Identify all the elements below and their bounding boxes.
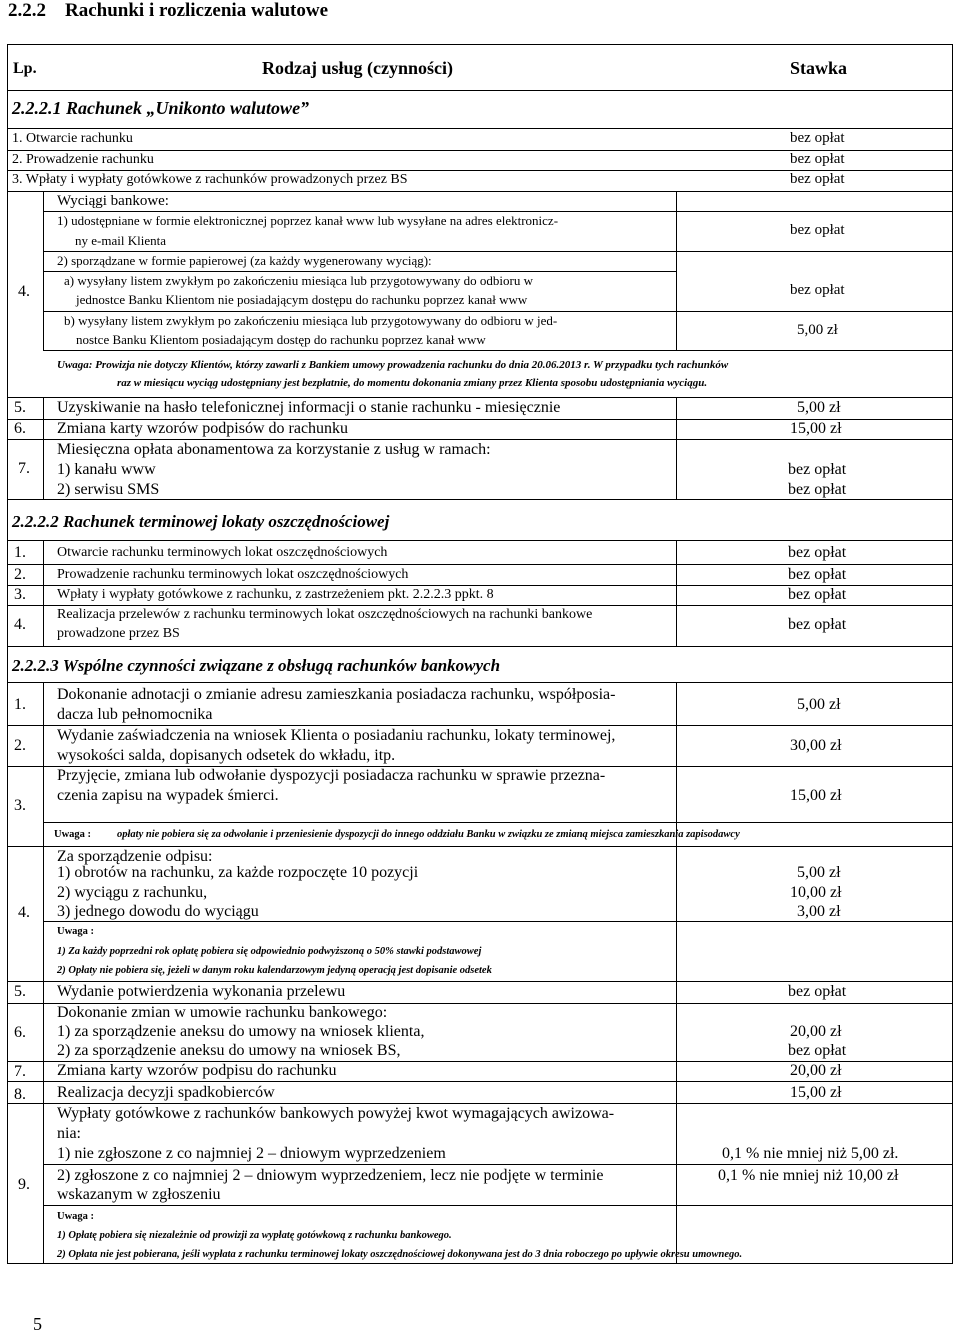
header-lp: Lp. (13, 60, 37, 77)
rate-phone-info: 5,00 zł (797, 399, 841, 416)
rate-certificate: 30,00 zł (790, 737, 842, 754)
rate-statements-paper-a: bez opłat (790, 282, 845, 298)
copies-note-1: 1) Za każdy poprzedni rok opłatę pobiera się odpowiednio podwyższoną o 50% stawki podstawowej (57, 946, 482, 957)
death-disposition-note-label: Uwaga : (54, 829, 92, 840)
s3-row8-num: 8. (14, 1086, 26, 1103)
s3-row1-num: 1. (14, 696, 26, 713)
rate-subscription-sms: bez opłat (788, 481, 847, 498)
row6-num: 6. (14, 420, 26, 437)
table-rule (7, 128, 953, 129)
table-rule (676, 682, 677, 1264)
death-disposition-note: opłaty nie pobiera się za odwołanie i przeniesienie dyspozycji do innego oddziału Banku w związku ze zmianą miejsca zamieszkania zapisodawcy (117, 829, 740, 840)
statements-electronic: 1) udostępniane w formie elektronicznej poprzez kanał www lub wysyłane na adres elektronicz- (57, 213, 559, 228)
header-rate: Stawka (790, 58, 848, 78)
withdrawals-head-2: nia: (57, 1125, 81, 1142)
statements-paper-a: a) wysyłany listem zwykłym po zakończeniu miesiąca lub przygotowywany do odbioru w (64, 273, 533, 288)
copies-head: Za sporządzenie odpisu: (57, 848, 213, 865)
table-rule (7, 605, 953, 606)
statements-paper: 2) sporządzane w formie papierowej (za każdy wygenerowany wyciąg): (57, 253, 432, 268)
page-number: 5 (33, 1314, 42, 1334)
table-rule (7, 646, 953, 647)
withdrawals-not-collected: 2) zgłoszone z co najmniej 2 – dniowym wyprzedzeniem, lecz nie podjęte w terminie (57, 1167, 604, 1184)
copies-note-2: 2) Opłaty nie pobiera się, jeżeli w danym roku kalendarzowym jedyną operacją jest dopisanie odsetek (57, 965, 492, 976)
row-maintain-term: Prowadzenie rachunku terminowych lokat oszczędnościowych (57, 567, 409, 582)
table-rule (43, 1164, 953, 1165)
table-rule (43, 397, 44, 499)
rate-open-term: bez opłat (788, 544, 847, 561)
table-rule (43, 271, 677, 272)
row7-num: 7. (18, 460, 30, 477)
s2-row4-num: 4. (14, 616, 26, 633)
rate-address-change: 5,00 zł (797, 696, 841, 713)
subsection-title-1: 2.2.2.1 Rachunek „Unikonto walutowe” (12, 98, 310, 118)
table-rule (43, 1205, 953, 1206)
table-rule (7, 540, 953, 541)
row4-num: 4. (18, 283, 30, 300)
rate-signature-card-change: 20,00 zł (790, 1062, 842, 1079)
subscription-sms: 2) serwisu SMS (57, 481, 160, 498)
s3-row9-num: 9. (18, 1176, 30, 1193)
statements-electronic-2: ny e-mail Klienta (75, 233, 166, 248)
row5-num: 5. (14, 399, 26, 416)
contract-changes-bank: 2) za sporządzenie aneksu do umowy na wniosek BS, (57, 1042, 401, 1059)
table-rule (43, 540, 44, 646)
table-rule (7, 682, 953, 683)
row-signature-card: Zmiana karty wzorów podpisów do rachunku (57, 420, 349, 437)
withdrawals-note-1: 1) Opłatę pobiera się niezależnie od prowizji za wypłatę gotówkową z rachunku bankowego. (57, 1230, 452, 1241)
s2-row3-num: 3. (14, 586, 26, 603)
rate-death-disposition: 15,00 zł (790, 787, 842, 804)
row-maintain-account: 2. Prowadzenie rachunku (12, 152, 154, 167)
rate-contract-changes-bank: bez opłat (788, 1042, 847, 1059)
s3-row4-num: 4. (18, 904, 30, 921)
rate-copies-proof: 3,00 zł (797, 903, 841, 920)
row-certificate: Wydanie zaświadczenia na wniosek Klienta o posiadaniu rachunku, lokaty terminowej, (57, 727, 616, 744)
table-rule (7, 499, 953, 500)
rate-open-account: bez opłat (790, 130, 845, 146)
table-rule (7, 439, 953, 440)
rate-heirs-decision: 15,00 zł (790, 1084, 842, 1101)
row-signature-card-change: Zmiana karty wzorów podpisu do rachunku (57, 1062, 337, 1079)
copies-statement: 2) wyciągu z rachunku, (57, 884, 208, 901)
subscription-head: Miesięczna opłata abonamentowa za korzystanie z usług w ramach: (57, 441, 491, 458)
table-rule (43, 211, 953, 212)
rate-signature-card: 15,00 zł (790, 420, 842, 437)
copies-proof: 3) jednego dowodu do wyciągu (57, 903, 259, 920)
subsection-title-3: 2.2.2.3 Wspólne czynności związane z obsługą rachunków bankowych (12, 656, 501, 675)
copies-note-label: Uwaga : (57, 926, 95, 937)
table-rule (676, 397, 677, 499)
s3-row7-num: 7. (14, 1063, 26, 1080)
s2-row1-num: 1. (14, 544, 26, 561)
row-transfers-term-2: prowadzone przez BS (57, 626, 180, 641)
rate-withdrawals-not-reported: 0,1 % nie mniej niż 5,00 zł. (722, 1145, 899, 1162)
s3-row6-num: 6. (14, 1024, 26, 1041)
table-rule (43, 251, 953, 252)
rate-statements-electronic: bez opłat (790, 222, 845, 238)
header-service: Rodzaj usług (czynności) (262, 58, 454, 78)
row-phone-info: Uzyskiwanie na hasło telefonicznej informacji o stanie rachunku - miesięcznie (57, 399, 561, 416)
table-rule (43, 822, 953, 823)
copies-turnover: 1) obrotów na rachunku, za każde rozpoczęte 10 pozycji (57, 864, 419, 881)
row-address-change: Dokonanie adnotacji o zmianie adresu zamieszkania posiadacza rachunku, współposia- (57, 686, 616, 703)
statements-note: Uwaga: Prowizja nie dotyczy Klientów, którzy zawarli z Bankiem umowy prowadzenia rachunku do dnia 20.06.2013 r. W przypadku tych rachunków (57, 359, 729, 371)
s3-row2-num: 2. (14, 737, 26, 754)
rate-transfer-confirmation: bez opłat (788, 983, 847, 1000)
rate-copies-turnover: 5,00 zł (797, 864, 841, 881)
rate-contract-changes-client: 20,00 zł (790, 1023, 842, 1040)
table-rule (7, 981, 953, 982)
statements-paper-a-2: jednostce Banku Klientom nie posiadającym dostępu do rachunku poprzez kanał www (76, 292, 528, 307)
table-border-top (7, 44, 953, 45)
table-rule (43, 350, 953, 351)
row-cash-term: Wpłaty i wypłaty gotówkowe z rachunku, z zastrzeżeniem pkt. 2.2.2.3 ppkt. 8 (57, 587, 494, 602)
table-rule (43, 921, 953, 922)
row-transfers-term: Realizacja przelewów z rachunku terminowych lokat oszczędnościowych na rachunki bankowe (57, 607, 593, 622)
s3-row5-num: 5. (14, 983, 26, 1000)
row-certificate-2: wysokości salda, dopisanych odsetek do wkładu, itp. (57, 747, 396, 764)
rate-maintain-account: bez opłat (790, 151, 845, 167)
rate-maintain-term: bez opłat (788, 566, 847, 583)
table-rule (43, 682, 44, 1264)
statements-head: Wyciągi bankowe: (57, 193, 169, 209)
rate-transfers-term: bez opłat (788, 616, 847, 633)
table-rule (43, 311, 953, 312)
statements-paper-b: b) wysyłany listem zwykłym po zakończeniu miesiąca lub przygotowywany do odbioru w jed- (64, 313, 558, 328)
withdrawals-note-label: Uwaga : (57, 1211, 95, 1222)
table-rule (7, 846, 953, 847)
table-rule (7, 1103, 953, 1104)
table-rule (676, 540, 677, 646)
row-death-disposition-2: czenia zapisu na wypadek śmierci. (57, 787, 279, 804)
row-transfer-confirmation: Wydanie potwierdzenia wykonania przelewu (57, 983, 346, 1000)
table-rule (7, 564, 953, 565)
contract-changes-head: Dokonanie zmian w umowie rachunku bankowego: (57, 1004, 388, 1021)
table-rule (7, 191, 953, 192)
row-open-account: 1. Otwarcie rachunku (12, 131, 133, 146)
rate-cash-deposits: bez opłat (790, 171, 845, 187)
subscription-www: 1) kanału www (57, 461, 156, 478)
s3-row3-num: 3. (14, 797, 26, 814)
statements-note-2: raz w miesiącu wyciąg udostępniany jest bezpłatnie, do momentu dokonania zmiany przez Klienta sposobu udostępniania wyciągu. (117, 377, 708, 389)
section-title: 2.2.2 Rachunki i rozliczenia walutowe (8, 0, 329, 21)
statements-paper-b-2: nostce Banku Klientom posiadającym dostęp do rachunku poprzez kanał www (76, 332, 486, 347)
rate-withdrawals-not-collected: 0,1 % nie mniej niż 10,00 zł (718, 1167, 899, 1184)
rate-copies-statement: 10,00 zł (790, 884, 842, 901)
rate-subscription-www: bez opłat (788, 461, 847, 478)
row-death-disposition: Przyjęcie, zmiana lub odwołanie dyspozycji posiadacza rachunku w sprawie przezna- (57, 767, 606, 784)
withdrawals-head: Wypłaty gotówkowe z rachunków bankowych powyżej kwot wymagających awizowa- (57, 1105, 615, 1122)
withdrawals-not-collected-2: wskazanym w zgłoszeniu (57, 1186, 221, 1203)
table-rule (7, 725, 953, 726)
table-rule (7, 397, 953, 398)
row-heirs-decision: Realizacja decyzji spadkobierców (57, 1084, 275, 1101)
row-open-term: Otwarcie rachunku terminowych lokat oszczędnościowych (57, 545, 388, 560)
withdrawals-note-2: 2) Opłata nie jest pobierana, jeśli wypłata z rachunku terminowej lokaty oszczędnościowej dokonywana jest do 3 dnia roboczego po upływie okresu umownego. (57, 1249, 743, 1260)
withdrawals-not-reported: 1) nie zgłoszone z co najmniej 2 – dniowym wyprzedzeniem (57, 1145, 446, 1162)
row-address-change-2: dacza lub pełnomocnika (57, 706, 213, 723)
row-cash-deposits: 3. Wpłaty i wypłaty gotówkowe z rachunków prowadzonych przez BS (12, 172, 408, 187)
subsection-title-2: 2.2.2.2 Rachunek terminowej lokaty oszczędnościowej (12, 512, 390, 531)
table-rule (7, 1081, 953, 1082)
table-border-bottom (7, 1263, 953, 1264)
s2-row2-num: 2. (14, 566, 26, 583)
rate-cash-term: bez opłat (788, 586, 847, 603)
contract-changes-client: 1) za sporządzenie aneksu do umowy na wniosek klienta, (57, 1023, 425, 1040)
rate-statements-paper-b: 5,00 zł (797, 322, 838, 338)
header-divider (7, 90, 953, 91)
